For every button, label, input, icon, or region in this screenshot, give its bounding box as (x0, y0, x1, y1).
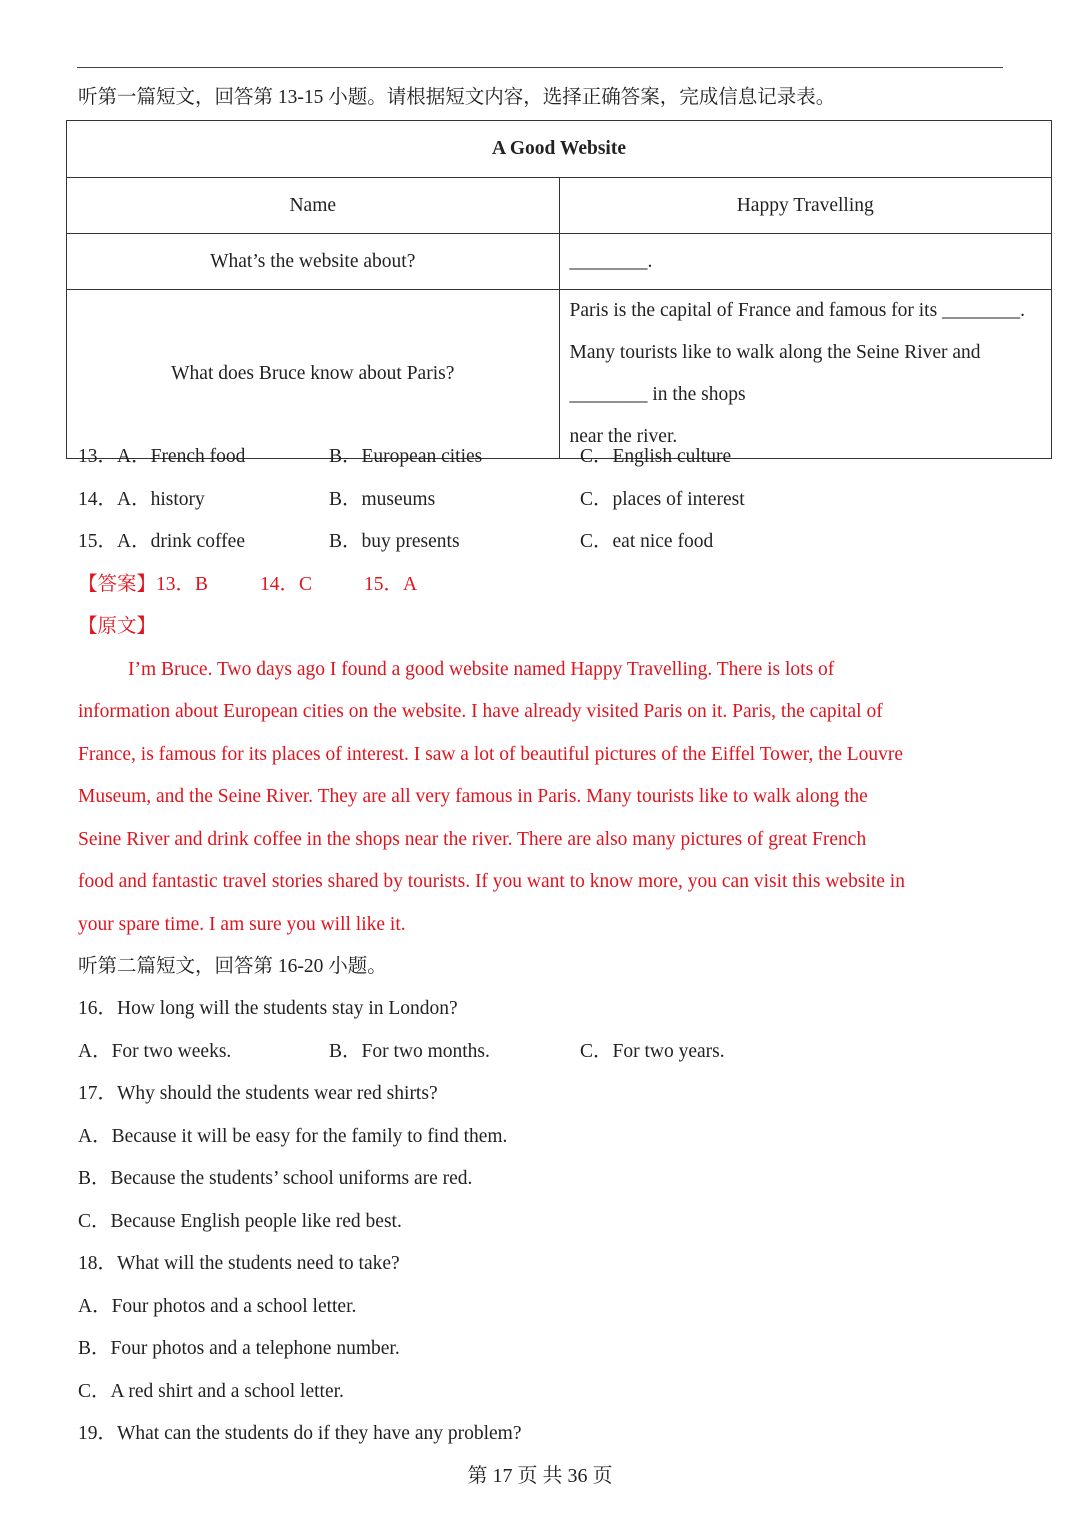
q16-option-c: C．For two years. (580, 1041, 725, 1062)
q15-number-option-a: 15．A．drink coffee (78, 531, 245, 552)
question-19: 19．What can the students do if they have any problem? (78, 1423, 522, 1444)
table-value-paris (559, 290, 1052, 459)
answer-13: 13．B (156, 574, 209, 595)
q16-option-b: B．For two months. (329, 1041, 490, 1062)
q15-option-b: B．buy presents (329, 531, 460, 552)
table-title: A Good Website (67, 121, 1052, 178)
question-18: 18．What will the students need to take? (78, 1253, 400, 1274)
q13-option-b: B．European cities (329, 446, 483, 467)
transcript-line-6: food and fantastic travel stories shared by tourists. If you want to know more, you can visit this website in (78, 871, 905, 892)
q13-number-option-a: 13．A．French food (78, 446, 246, 467)
table-label-paris: What does Bruce know about Paris? (67, 290, 560, 459)
question-16: 16．How long will the students stay in London? (78, 998, 458, 1019)
transcript-line-2: information about European cities on the website. I have already visited Paris on it. Paris, the capital of (78, 701, 883, 722)
q18-option-b: B．Four photos and a telephone number. (78, 1338, 400, 1359)
original-label: 【原文】 (78, 616, 157, 637)
q14-option-b: B．museums (329, 489, 436, 510)
answer-15: 15．A (364, 574, 418, 595)
q17-option-b: B．Because the students’ school uniforms are red. (78, 1168, 473, 1189)
q17-option-a: A．Because it will be easy for the family to find them. (78, 1126, 508, 1147)
table-label-about: What’s the website about? (67, 234, 560, 290)
q16-option-a: A．For two weeks. (78, 1041, 232, 1062)
table-label-name: Name (67, 178, 560, 234)
section2-intro: 听第二篇短文，回答第 16-20 小题。 (78, 956, 387, 977)
q15-option-c: C．eat nice food (580, 531, 714, 552)
q18-option-a: A．Four photos and a school letter. (78, 1296, 357, 1317)
paris-line-1: Paris is the capital of France and famous for its ________. (569, 300, 1025, 321)
table-value-about: ________. (559, 234, 1052, 290)
transcript-line-5: Seine River and drink coffee in the shops near the river. There are also many pictures of great French (78, 829, 867, 850)
answer-label: 【答案】 (78, 574, 157, 595)
q17-option-c: C．Because English people like red best. (78, 1211, 402, 1232)
q14-number-option-a: 14．A．history (78, 489, 205, 510)
info-table (66, 120, 1052, 459)
transcript-line-7: your spare time. I am sure you will like it. (78, 914, 406, 935)
table-value-name: Happy Travelling (559, 178, 1052, 234)
header-rule (77, 67, 1003, 68)
q18-option-c: C．A red shirt and a school letter. (78, 1381, 344, 1402)
transcript-line-4: Museum, and the Seine River. They are all very famous in Paris. Many tourists like to walk along the (78, 786, 868, 807)
q14-option-c: C．places of interest (580, 489, 745, 510)
q13-option-c: C．English culture (580, 446, 732, 467)
section1-intro: 听第一篇短文，回答第 13-15 小题。请根据短文内容，选择正确答案，完成信息记录表。 (78, 87, 836, 108)
transcript-line-1: I’m Bruce. Two days ago I found a good website named Happy Travelling. There is lots of (128, 659, 835, 680)
paris-line-3: near the river. (569, 426, 678, 447)
answer-line (78, 571, 417, 599)
paris-line-2: Many tourists like to walk along the Seine River and ________ in the shops (569, 342, 981, 405)
transcript-line-3: France, is famous for its places of interest. I saw a lot of beautiful pictures of the Eiffel Tower, the Louvre (78, 744, 904, 765)
question-17: 17．Why should the students wear red shirts? (78, 1083, 438, 1104)
page-footer: 第 17 页 共 36 页 (467, 1465, 613, 1487)
answer-14: 14．C (260, 574, 313, 595)
